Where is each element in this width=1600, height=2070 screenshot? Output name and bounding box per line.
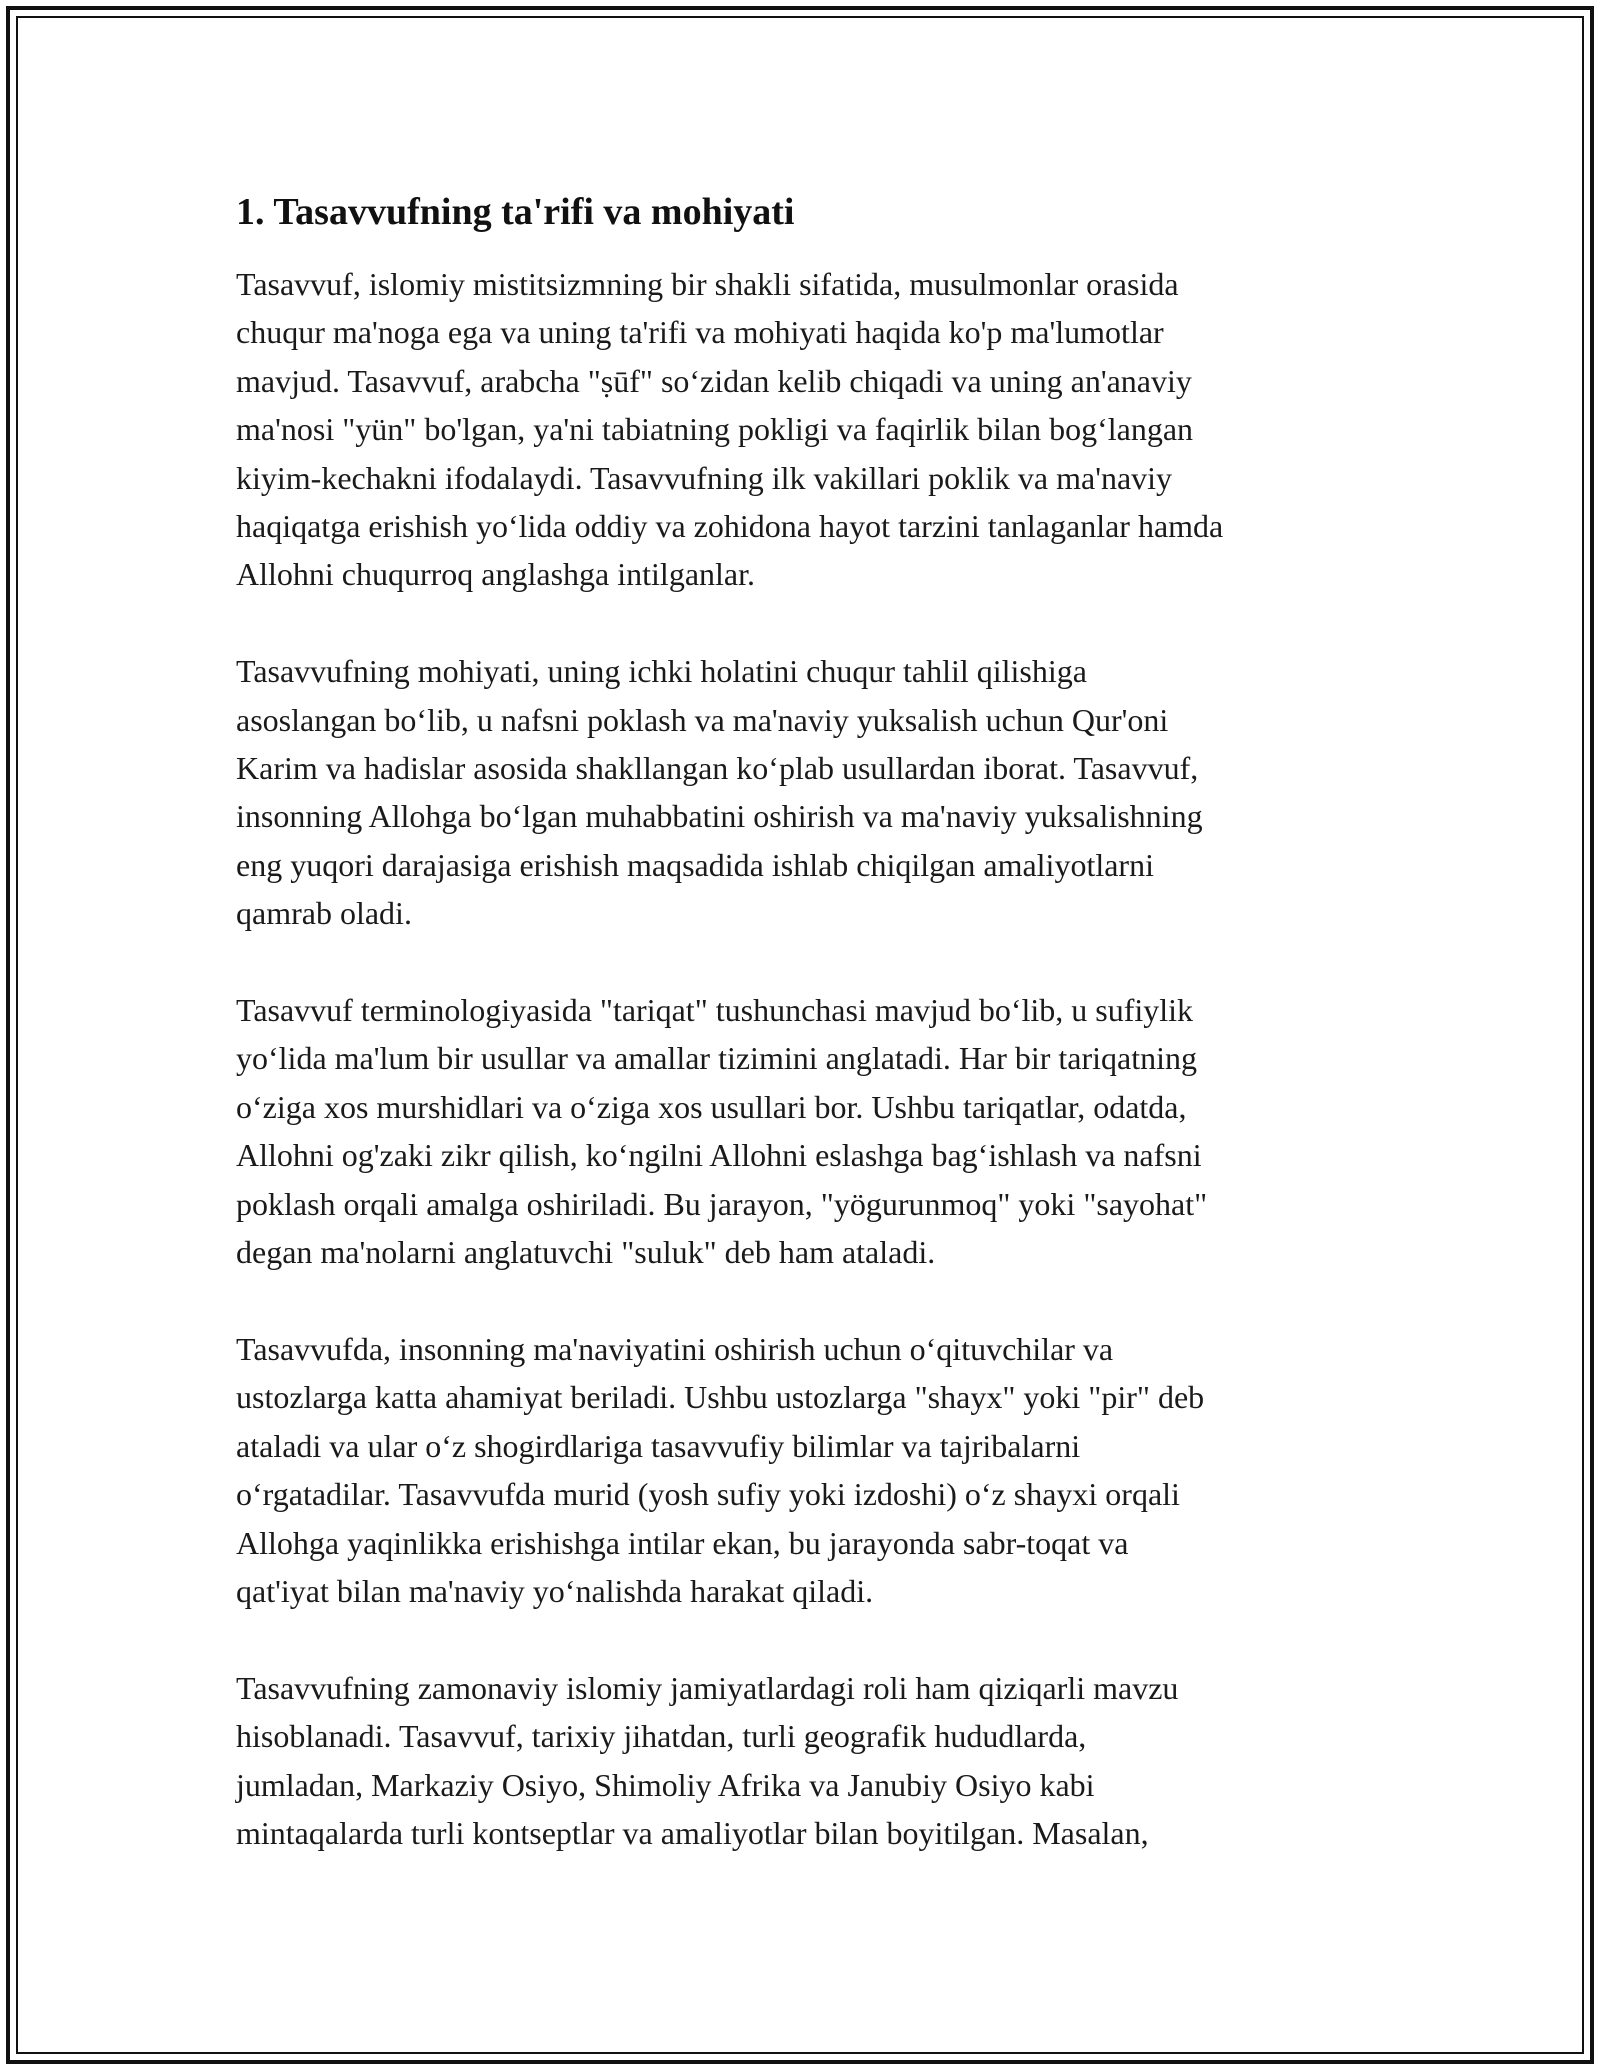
paragraph	[236, 986, 1386, 1276]
paragraph-line: Tasavvufning mohiyati, uning ichki holatini chuqur tahlil qilishiga	[236, 653, 1087, 690]
section-heading: 1. Tasavvufning ta'rifi va mohiyati	[236, 191, 795, 233]
paragraph	[236, 1325, 1386, 1615]
paragraph-line: asoslangan bo‘lib, u nafsni poklash va ma'naviy yuksalish uchun Qur'oni	[236, 701, 1169, 738]
paragraph-line: chuqur ma'noga ega va uning ta'rifi va mohiyati haqida ko'p ma'lumotlar	[236, 314, 1164, 351]
paragraph-line: Tasavvuf terminologiyasida "tariqat" tushunchasi mavjud bo‘lib, u sufiylik	[236, 992, 1194, 1029]
paragraph-line: yo‘lida ma'lum bir usullar va amallar tizimini anglatadi. Har bir tariqatning	[236, 1040, 1198, 1077]
paragraph-line: hisoblanadi. Tasavvuf, tarixiy jihatdan, turli geografik hududlarda,	[236, 1718, 1087, 1755]
paragraph-line: poklash orqali amalga oshiriladi. Bu jarayon, "yögurunmoq" yoki "sayohat"	[236, 1185, 1208, 1222]
paragraph-list	[236, 260, 1386, 1857]
paragraph-line: kiyim-kechakni ifodalaydi. Tasavvufning ilk vakillari poklik va ma'naviy	[236, 459, 1173, 496]
paragraph-line: ataladi va ular o‘z shogirdlariga tasavvufiy bilimlar va tajribalarni	[236, 1427, 1081, 1464]
paragraph-line: ma'nosi "yün" bo'lgan, ya'ni tabiatning pokligi va faqirlik bilan bog‘langan	[236, 411, 1194, 448]
paragraph	[236, 260, 1386, 599]
paragraph-line: qat'iyat bilan ma'naviy yo‘nalishda harakat qiladi.	[236, 1572, 874, 1609]
document-body	[236, 188, 1386, 1906]
paragraph-line: o‘rgatadilar. Tasavvufda murid (yosh sufiy yoki izdoshi) o‘z shayxi orqali	[236, 1476, 1180, 1513]
paragraph-line: Allohni chuqurroq anglashga intilganlar.	[236, 556, 755, 593]
paragraph	[236, 647, 1386, 937]
paragraph-line: insonning Allohga bo‘lgan muhabbatini oshirish va ma'naviy yuksalishning	[236, 798, 1203, 835]
paragraph-line: mavjud. Tasavvuf, arabcha "ṣūf" so‘zidan kelib chiqadi va uning an'anaviy	[236, 362, 1192, 399]
paragraph-line: ustozlarga katta ahamiyat beriladi. Ushbu ustozlarga "shayx" yoki "pir" deb	[236, 1379, 1205, 1416]
paragraph-line: Allohni og'zaki zikr qilish, ko‘ngilni Allohni eslashga bag‘ishlash va nafsni	[236, 1137, 1202, 1174]
paragraph-line: degan ma'nolarni anglatuvchi "suluk" deb ham ataladi.	[236, 1234, 936, 1271]
paragraph-line: Allohga yaqinlikka erishishga intilar ekan, bu jarayonda sabr-toqat va	[236, 1524, 1129, 1561]
paragraph-line: Tasavvufning zamonaviy islomiy jamiyatlardagi roli ham qiziqarli mavzu	[236, 1669, 1179, 1706]
paragraph-line: o‘ziga xos murshidlari va o‘ziga xos usullari bor. Ushbu tariqatlar, odatda,	[236, 1088, 1187, 1125]
paragraph-line: qamrab oladi.	[236, 895, 412, 932]
paragraph-line: jumladan, Markaziy Osiyo, Shimoliy Afrika va Janubiy Osiyo kabi	[236, 1766, 1095, 1803]
paragraph-line: Tasavvuf, islomiy mistitsizmning bir shakli sifatida, musulmonlar orasida	[236, 266, 1179, 302]
paragraph-line: Tasavvufda, insonning ma'naviyatini oshirish uchun o‘qituvchilar va	[236, 1330, 1114, 1367]
paragraph-line: mintaqalarda turli kontseptlar va amaliyotlar bilan boyitilgan. Masalan,	[236, 1814, 1149, 1851]
paragraph	[236, 1664, 1386, 1858]
paragraph-line: Karim va hadislar asosida shakllangan ko‘plab usullardan iborat. Tasavvuf,	[236, 750, 1199, 787]
paragraph-line: haqiqatga erishish yo‘lida oddiy va zohidona hayot tarzini tanlaganlar hamda	[236, 508, 1224, 545]
paragraph-line: eng yuqori darajasiga erishish maqsadida ishlab chiqilgan amaliyotlarni	[236, 846, 1154, 883]
